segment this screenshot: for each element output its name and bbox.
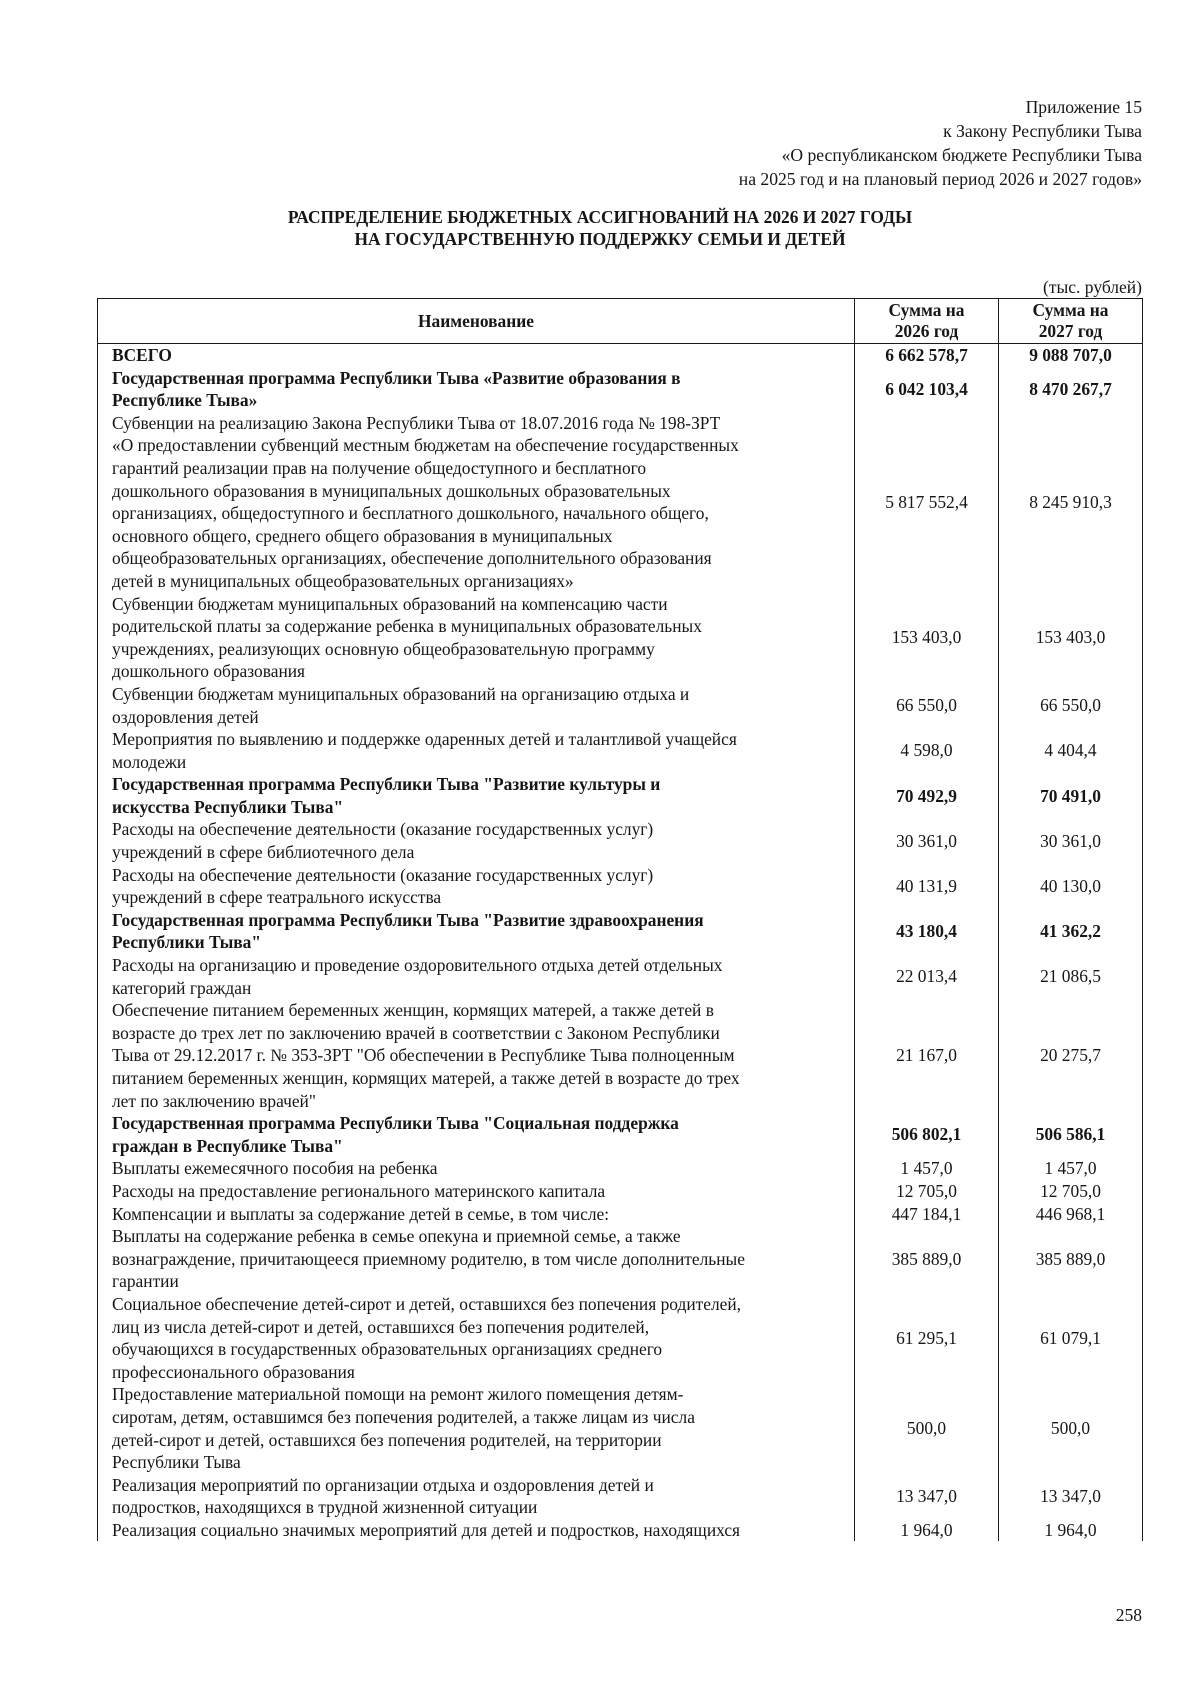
row-name-line: Выплаты ежемесячного пособия на ребенка — [112, 1158, 438, 1179]
row-amount-2026: 30 361,0 — [855, 818, 999, 863]
table-row-program — [98, 909, 1143, 954]
row-amount-2026: 1 964,0 — [855, 1519, 999, 1542]
row-name-line: детей-сирот и детей, оставшихся без попечения родителей, на территории — [112, 1429, 662, 1450]
row-amount-2026: 21 167,0 — [855, 999, 999, 1112]
row-amount-2026: 447 184,1 — [855, 1203, 999, 1226]
row-name-line: сиротам, детям, оставшимся без попечения родителей, а также лицам из числа — [112, 1406, 695, 1427]
table-row-program — [98, 344, 1143, 367]
row-name-line: Расходы на обеспечение деятельности (оказание государственных услуг) — [112, 864, 654, 885]
row-name-line: возрасте до трех лет по заключению врачей в соответствии с Законом Республики — [112, 1022, 720, 1043]
row-name-line: Обеспечение питанием беременных женщин, кормящих матерей, а также детей в — [112, 1000, 714, 1021]
table-row — [98, 1474, 1143, 1519]
row-amount-2027: 4 404,4 — [999, 728, 1143, 773]
row-name — [98, 1519, 855, 1542]
row-name — [98, 1180, 855, 1203]
row-name-line: Мероприятия по выявлению и поддержке одаренных детей и талантливой учащейся — [112, 729, 737, 750]
row-amount-2027: 12 705,0 — [999, 1180, 1143, 1203]
row-name-line: общеобразовательных организациях, обеспечение дополнительного образования — [112, 548, 712, 569]
row-name-line: подростков, находящихся в трудной жизненной ситуации — [112, 1497, 538, 1518]
row-amount-2026: 61 295,1 — [855, 1293, 999, 1383]
row-name-line: ВСЕГО — [112, 345, 172, 365]
document-title — [0, 206, 1200, 250]
row-name-line: Расходы на организацию и проведение оздоровительного отдыха детей отдельных — [112, 955, 723, 976]
row-name — [98, 344, 855, 367]
title-line-2: НА ГОСУДАРСТВЕННУЮ ПОДДЕРЖКУ СЕМЬИ И ДЕТЕЙ — [354, 229, 846, 249]
row-name-line: Государственная программа Республики Тыва "Социальная поддержка — [112, 1113, 679, 1134]
row-amount-2026: 12 705,0 — [855, 1180, 999, 1203]
row-amount-2027: 1 964,0 — [999, 1519, 1143, 1542]
table-header-row — [98, 299, 1143, 344]
row-name-line: гарантии — [112, 1271, 179, 1292]
row-name — [98, 1112, 855, 1157]
column-header-2026-line-2: 2026 год — [894, 321, 959, 341]
row-amount-2027: 8 470 267,7 — [999, 367, 1143, 412]
table-row — [98, 412, 1143, 593]
row-name-line: учреждениях, реализующих основную общеобразовательную программу — [112, 638, 655, 659]
row-name-line: Субвенции бюджетам муниципальных образований на компенсацию части — [112, 593, 668, 614]
row-amount-2027: 21 086,5 — [999, 954, 1143, 999]
table-row — [98, 954, 1143, 999]
row-amount-2026: 6 662 578,7 — [855, 344, 999, 367]
row-amount-2027: 13 347,0 — [999, 1474, 1143, 1519]
row-amount-2026: 385 889,0 — [855, 1225, 999, 1293]
row-name-line: гарантий реализации прав на получение общедоступного и бесплатного — [112, 457, 647, 478]
row-name — [98, 818, 855, 863]
row-name-line: «О предоставлении субвенций местным бюджетам на обеспечение государственных — [112, 435, 739, 456]
row-amount-2027: 40 130,0 — [999, 864, 1143, 909]
row-name-line: Субвенции бюджетам муниципальных образований на организацию отдыха и — [112, 683, 690, 704]
page-number: 258 — [1115, 1605, 1142, 1625]
row-name-line: профессионального образования — [112, 1361, 355, 1382]
unit-note: (тыс. рублей) — [1043, 277, 1142, 297]
table-row — [98, 999, 1143, 1112]
row-name-line: граждан в Республике Тыва" — [112, 1135, 343, 1156]
table-row — [98, 1180, 1143, 1203]
row-name — [98, 909, 855, 954]
row-name-line: организациях, общедоступного и бесплатного дошкольного, начального общего, — [112, 503, 709, 524]
row-amount-2027: 20 275,7 — [999, 999, 1143, 1112]
row-name-line: питанием беременных женщин, кормящих матерей, а также детей в возрасте до трех — [112, 1068, 740, 1088]
column-header-2027 — [999, 299, 1143, 344]
row-name-line: Реализация мероприятий по организации отдыха и оздоровления детей и — [112, 1474, 654, 1495]
row-name-line: учреждений в сфере библиотечного дела — [112, 842, 415, 863]
appendix-header — [442, 95, 1142, 191]
column-header-2027-line-2: 2027 год — [1038, 321, 1103, 341]
appendix-line-3: «О республиканском бюджете Республики Тыва — [781, 145, 1142, 165]
row-amount-2027: 500,0 — [999, 1383, 1143, 1473]
row-amount-2027: 8 245 910,3 — [999, 412, 1143, 593]
row-name-line: Тыва от 29.12.2017 г. № 353-ЗРТ "Об обеспечении в Республике Тыва полноценным — [112, 1045, 735, 1066]
column-header-2027-line-1: Сумма на — [1032, 300, 1109, 320]
row-name-line: Республике Тыва» — [112, 390, 258, 411]
row-name-line: Предоставление материальной помощи на ремонт жилого помещения детям- — [112, 1384, 684, 1405]
row-name-line: категорий граждан — [112, 977, 252, 998]
table-row-program — [98, 1112, 1143, 1157]
row-amount-2026: 4 598,0 — [855, 728, 999, 773]
row-name — [98, 367, 855, 412]
row-name-line: Республики Тыва — [112, 1452, 241, 1473]
row-name-line: детей в муниципальных общеобразовательных организациях» — [112, 570, 574, 591]
row-amount-2027: 385 889,0 — [999, 1225, 1143, 1293]
row-amount-2026: 70 492,9 — [855, 773, 999, 818]
row-name — [98, 999, 855, 1112]
table-row — [98, 1157, 1143, 1180]
table-row — [98, 1225, 1143, 1293]
row-amount-2026: 153 403,0 — [855, 593, 999, 683]
appendix-line-1: Приложение 15 — [1025, 97, 1142, 117]
column-header-2026-line-1: Сумма на — [888, 300, 965, 320]
row-amount-2026: 5 817 552,4 — [855, 412, 999, 593]
row-amount-2027: 61 079,1 — [999, 1293, 1143, 1383]
row-amount-2026: 66 550,0 — [855, 683, 999, 728]
table-row — [98, 683, 1143, 728]
row-amount-2027: 1 457,0 — [999, 1157, 1143, 1180]
row-amount-2026: 6 042 103,4 — [855, 367, 999, 412]
column-header-2026 — [855, 299, 999, 344]
row-amount-2027: 153 403,0 — [999, 593, 1143, 683]
row-name-line: Республики Тыва" — [112, 932, 262, 953]
row-amount-2027: 41 362,2 — [999, 909, 1143, 954]
row-amount-2026: 40 131,9 — [855, 864, 999, 909]
row-name — [98, 954, 855, 999]
row-amount-2027: 506 586,1 — [999, 1112, 1143, 1157]
row-name-line: Государственная программа Республики Тыва «Развитие образования в — [112, 367, 681, 388]
row-amount-2027: 70 491,0 — [999, 773, 1143, 818]
table-row — [98, 593, 1143, 683]
row-name-line: Расходы на предоставление регионального материнского капитала — [112, 1180, 606, 1201]
row-amount-2026: 500,0 — [855, 1383, 999, 1473]
row-name-line: молодежи — [112, 751, 187, 772]
table-row — [98, 728, 1143, 773]
row-name — [98, 1157, 855, 1180]
row-amount-2026: 506 802,1 — [855, 1112, 999, 1157]
row-name-line: дошкольного образования в муниципальных дошкольных образовательных — [112, 480, 671, 501]
row-name-line: Реализация социально значимых мероприятий для детей и подростков, находящихся — [112, 1519, 741, 1540]
table-row — [98, 1293, 1143, 1383]
row-name-line: Социальное обеспечение детей-сирот и детей, оставшихся без попечения родителей, — [112, 1293, 742, 1314]
row-amount-2027: 446 968,1 — [999, 1203, 1143, 1226]
row-name — [98, 1383, 855, 1473]
row-name-line: Расходы на обеспечение деятельности (оказание государственных услуг) — [112, 819, 654, 840]
row-name — [98, 864, 855, 909]
appendix-line-4: на 2025 год и на плановый период 2026 и 2027 годов» — [738, 169, 1142, 189]
row-name — [98, 1474, 855, 1519]
row-name — [98, 593, 855, 683]
row-name-line: родительской платы за содержание ребенка в муниципальных образовательных — [112, 616, 702, 637]
row-name-line: Компенсации и выплаты за содержание детей в семье, в том числе: — [112, 1203, 610, 1224]
row-name-line: лет по заключению врачей" — [112, 1090, 316, 1111]
title-line-1: РАСПРЕДЕЛЕНИЕ БЮДЖЕТНЫХ АССИГНОВАНИЙ НА 2026 И 2027 ГОДЫ — [287, 207, 913, 227]
row-amount-2027: 66 550,0 — [999, 683, 1143, 728]
row-name — [98, 1203, 855, 1226]
row-name — [98, 773, 855, 818]
table-body — [98, 344, 1143, 1542]
row-name-line: дошкольного образования — [112, 661, 306, 682]
row-name-line: Субвенции на реализацию Закона Республики Тыва от 18.07.2016 года № 198-ЗРТ — [112, 412, 721, 433]
row-name-line: вознаграждение, причитающееся приемному родителю, в том числе дополнительные — [112, 1248, 745, 1269]
row-name-line: Выплаты на содержание ребенка в семье опекуна и приемной семье, а также — [112, 1226, 681, 1247]
row-amount-2026: 1 457,0 — [855, 1157, 999, 1180]
budget-table — [97, 298, 1143, 1541]
row-amount-2027: 30 361,0 — [999, 818, 1143, 863]
row-name — [98, 412, 855, 593]
table-row-program — [98, 367, 1143, 412]
row-name-line: оздоровления детей — [112, 706, 259, 727]
row-amount-2026: 13 347,0 — [855, 1474, 999, 1519]
table-row-program — [98, 773, 1143, 818]
row-amount-2027: 9 088 707,0 — [999, 344, 1143, 367]
table-row — [98, 1203, 1143, 1226]
row-amount-2026: 43 180,4 — [855, 909, 999, 954]
column-header-name: Наименование — [98, 299, 855, 344]
row-name-line: искусства Республики Тыва" — [112, 796, 344, 817]
appendix-line-2: к Закону Республики Тыва — [943, 121, 1142, 141]
table-row — [98, 1519, 1143, 1542]
row-name-line: обучающихся в государственных образовательных организациях среднего — [112, 1339, 663, 1360]
row-name-line: лиц из числа детей-сирот и детей, оставшихся без попечения родителей, — [112, 1316, 650, 1337]
row-amount-2026: 22 013,4 — [855, 954, 999, 999]
table-row — [98, 818, 1143, 863]
table-row — [98, 864, 1143, 909]
row-name-line: основного общего, среднего общего образования в муниципальных — [112, 525, 613, 546]
row-name — [98, 728, 855, 773]
row-name — [98, 1293, 855, 1383]
row-name-line: Государственная программа Республики Тыва "Развитие здравоохранения — [112, 909, 704, 930]
row-name-line: Государственная программа Республики Тыва "Развитие культуры и — [112, 774, 661, 795]
table-row — [98, 1383, 1143, 1473]
row-name — [98, 683, 855, 728]
row-name — [98, 1225, 855, 1293]
row-name-line: учреждений в сфере театрального искусства — [112, 887, 442, 908]
